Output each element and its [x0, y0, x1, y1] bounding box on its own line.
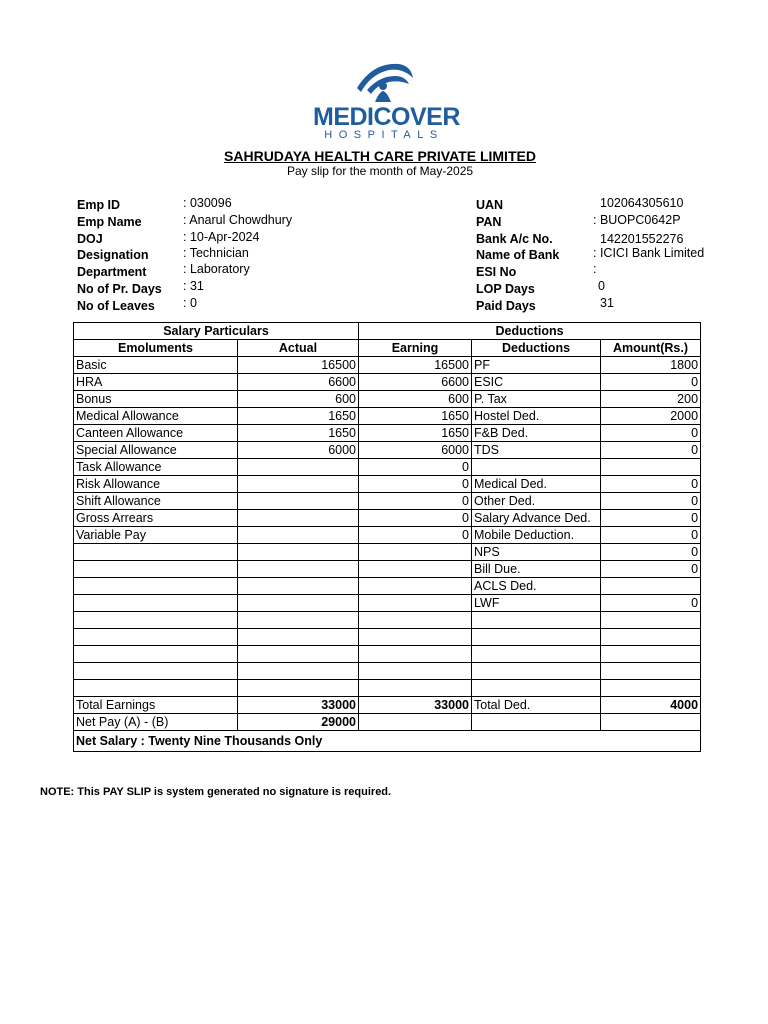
earning-amount	[359, 595, 472, 612]
deductions-section-header: Deductions	[359, 323, 701, 340]
deduction-name: TDS	[472, 442, 601, 459]
actual-amount	[238, 612, 359, 629]
net-pay-label: Net Pay (A) - (B)	[74, 714, 238, 731]
employee-field-label: UAN	[476, 198, 504, 212]
employee-field-value: : Anarul Chowdhury	[183, 213, 293, 227]
net-pay-row	[74, 714, 701, 731]
emolument-name: Gross Arrears	[74, 510, 238, 527]
deduction-amount: 0	[601, 493, 701, 510]
earning-amount	[359, 646, 472, 663]
deduction-amount: 0	[601, 476, 701, 493]
actual-amount: 1650	[238, 425, 359, 442]
system-note: NOTE: This PAY SLIP is system generated no signature is required.	[40, 786, 392, 798]
earning-amount	[359, 629, 472, 646]
hospital-logo-icon	[353, 58, 415, 104]
deduction-name: P. Tax	[472, 391, 601, 408]
emolument-name	[74, 629, 238, 646]
table-row	[74, 510, 701, 527]
actual-amount: 6600	[238, 374, 359, 391]
earning-amount: 600	[359, 391, 472, 408]
table-row	[74, 680, 701, 697]
deduction-name	[472, 646, 601, 663]
total-ded-label: Total Ded.	[472, 697, 601, 714]
total-earning: 33000	[359, 697, 472, 714]
deduction-name: NPS	[472, 544, 601, 561]
employee-field-value: 0	[598, 279, 605, 293]
employee-field-label: Name of Bank	[476, 248, 560, 262]
employee-field-value: : BUOPC0642P	[593, 213, 681, 227]
emolument-name	[74, 561, 238, 578]
employee-field-label: Bank A/c No.	[476, 232, 553, 246]
actual-amount	[238, 544, 359, 561]
table-row	[74, 612, 701, 629]
col-header-deductions: Deductions	[472, 340, 601, 357]
deduction-name: PF	[472, 357, 601, 374]
deduction-amount: 0	[601, 510, 701, 527]
actual-amount	[238, 663, 359, 680]
employee-field-value: : 31	[183, 279, 204, 293]
deduction-name: ACLS Ded.	[472, 578, 601, 595]
total-earnings-label: Total Earnings	[74, 697, 238, 714]
actual-amount	[238, 493, 359, 510]
actual-amount	[238, 595, 359, 612]
table-row	[74, 527, 701, 544]
table-row	[74, 425, 701, 442]
net-pay-value: 29000	[238, 714, 359, 731]
employee-field-label: DOJ	[77, 232, 103, 246]
table-row	[74, 663, 701, 680]
deduction-name: ESIC	[472, 374, 601, 391]
employee-field-label: LOP Days	[476, 282, 535, 296]
payslip-period: Pay slip for the month of May-2025	[286, 164, 474, 178]
employee-field-value: 102064305610	[600, 196, 684, 210]
actual-amount: 600	[238, 391, 359, 408]
emolument-name	[74, 578, 238, 595]
earning-amount	[359, 578, 472, 595]
deduction-amount: 0	[601, 527, 701, 544]
earning-amount	[359, 612, 472, 629]
net-pay-empty	[359, 714, 472, 731]
employee-field-label: No of Leaves	[77, 299, 155, 313]
deduction-amount: 1800	[601, 357, 701, 374]
emolument-name: Basic	[74, 357, 238, 374]
actual-amount	[238, 510, 359, 527]
employee-field-value: :	[593, 262, 597, 276]
actual-amount	[238, 646, 359, 663]
earning-amount	[359, 561, 472, 578]
deduction-amount: 0	[601, 374, 701, 391]
deduction-amount	[601, 612, 701, 629]
deduction-name: Salary Advance Ded.	[472, 510, 601, 527]
total-ded-value: 4000	[601, 697, 701, 714]
table-row	[74, 391, 701, 408]
employee-field-label: Emp Name	[77, 215, 142, 229]
emolument-name	[74, 612, 238, 629]
table-row	[74, 408, 701, 425]
company-name: SAHRUDAYA HEALTH CARE PRIVATE LIMITED	[224, 148, 536, 164]
col-header-earning: Earning	[359, 340, 472, 357]
deduction-name: Hostel Ded.	[472, 408, 601, 425]
net-salary-row	[74, 731, 701, 752]
emolument-name: Task Allowance	[74, 459, 238, 476]
deduction-amount: 0	[601, 544, 701, 561]
table-row	[74, 561, 701, 578]
employee-field-label: Department	[77, 265, 147, 279]
earning-amount	[359, 544, 472, 561]
employee-field-label: Emp ID	[77, 198, 121, 212]
actual-amount	[238, 629, 359, 646]
emolument-name: Bonus	[74, 391, 238, 408]
earning-amount: 1650	[359, 408, 472, 425]
deduction-name: Medical Ded.	[472, 476, 601, 493]
employee-field-label: ESI No	[476, 265, 517, 279]
actual-amount	[238, 561, 359, 578]
earning-amount	[359, 680, 472, 697]
earning-amount	[359, 663, 472, 680]
deduction-amount	[601, 646, 701, 663]
emolument-name	[74, 663, 238, 680]
salary-table	[73, 322, 701, 752]
employee-field-value: : 10-Apr-2024	[183, 230, 260, 244]
deduction-amount	[601, 629, 701, 646]
table-row	[74, 629, 701, 646]
net-salary-words: Net Salary : Twenty Nine Thousands Only	[74, 731, 701, 752]
emolument-name: Variable Pay	[74, 527, 238, 544]
deduction-amount: 0	[601, 561, 701, 578]
emolument-name: Shift Allowance	[74, 493, 238, 510]
actual-amount: 6000	[238, 442, 359, 459]
employee-field-label: Paid Days	[476, 299, 536, 313]
table-row	[74, 476, 701, 493]
logo-wordmark: MEDICOVER	[313, 103, 460, 131]
emolument-name: Special Allowance	[74, 442, 238, 459]
column-header-row	[74, 340, 701, 357]
deduction-amount	[601, 459, 701, 476]
total-actual: 33000	[238, 697, 359, 714]
table-row	[74, 493, 701, 510]
earning-amount: 0	[359, 510, 472, 527]
actual-amount: 1650	[238, 408, 359, 425]
deduction-name: Bill Due.	[472, 561, 601, 578]
employee-field-value: : ICICI Bank Limited	[593, 246, 705, 260]
section-header-row	[74, 323, 701, 340]
employee-field-value: : Laboratory	[183, 262, 250, 276]
table-row	[74, 442, 701, 459]
earning-amount: 0	[359, 459, 472, 476]
emolument-name: Canteen Allowance	[74, 425, 238, 442]
medicover-logo	[313, 58, 460, 142]
deduction-name	[472, 629, 601, 646]
emolument-name	[74, 646, 238, 663]
actual-amount	[238, 578, 359, 595]
emolument-name	[74, 595, 238, 612]
deduction-amount	[601, 578, 701, 595]
col-header-amount: Amount(Rs.)	[601, 340, 701, 357]
table-row	[74, 595, 701, 612]
table-row	[74, 578, 701, 595]
deduction-name	[472, 663, 601, 680]
deduction-amount	[601, 663, 701, 680]
actual-amount	[238, 459, 359, 476]
employee-field-label: No of Pr. Days	[77, 282, 162, 296]
earning-amount: 16500	[359, 357, 472, 374]
deduction-name: F&B Ded.	[472, 425, 601, 442]
employee-field-label: PAN	[476, 215, 502, 229]
emolument-name: HRA	[74, 374, 238, 391]
salary-particulars-header: Salary Particulars	[74, 323, 359, 340]
deduction-name	[472, 612, 601, 629]
earning-amount: 6600	[359, 374, 472, 391]
employee-field-value: : 030096	[183, 196, 232, 210]
employee-field-value: 31	[600, 296, 614, 310]
col-header-emoluments: Emoluments	[74, 340, 238, 357]
employee-field-value: : Technician	[183, 246, 249, 260]
deduction-amount: 200	[601, 391, 701, 408]
table-row	[74, 544, 701, 561]
actual-amount	[238, 527, 359, 544]
actual-amount	[238, 680, 359, 697]
total-row	[74, 697, 701, 714]
actual-amount	[238, 476, 359, 493]
net-pay-empty	[472, 714, 601, 731]
employee-field-value: : 0	[183, 296, 197, 310]
col-header-actual: Actual	[238, 340, 359, 357]
deduction-name: Mobile Deduction.	[472, 527, 601, 544]
earning-amount: 6000	[359, 442, 472, 459]
employee-field-label: Designation	[77, 248, 149, 262]
earning-amount: 0	[359, 527, 472, 544]
deduction-name: Other Ded.	[472, 493, 601, 510]
emolument-name: Risk Allowance	[74, 476, 238, 493]
deduction-amount	[601, 680, 701, 697]
emolument-name	[74, 680, 238, 697]
net-pay-empty	[601, 714, 701, 731]
earning-amount: 1650	[359, 425, 472, 442]
emolument-name	[74, 544, 238, 561]
actual-amount: 16500	[238, 357, 359, 374]
deduction-name	[472, 459, 601, 476]
deduction-amount: 2000	[601, 408, 701, 425]
deduction-amount: 0	[601, 425, 701, 442]
table-row	[74, 357, 701, 374]
deduction-name: LWF	[472, 595, 601, 612]
table-row	[74, 459, 701, 476]
earning-amount: 0	[359, 476, 472, 493]
emolument-name: Medical Allowance	[74, 408, 238, 425]
deduction-name	[472, 680, 601, 697]
deduction-amount: 0	[601, 442, 701, 459]
logo-tagline: HOSPITALS	[324, 129, 444, 141]
table-row	[74, 374, 701, 391]
employee-field-value: 142201552276	[600, 232, 684, 246]
earning-amount: 0	[359, 493, 472, 510]
deduction-amount: 0	[601, 595, 701, 612]
table-row	[74, 646, 701, 663]
